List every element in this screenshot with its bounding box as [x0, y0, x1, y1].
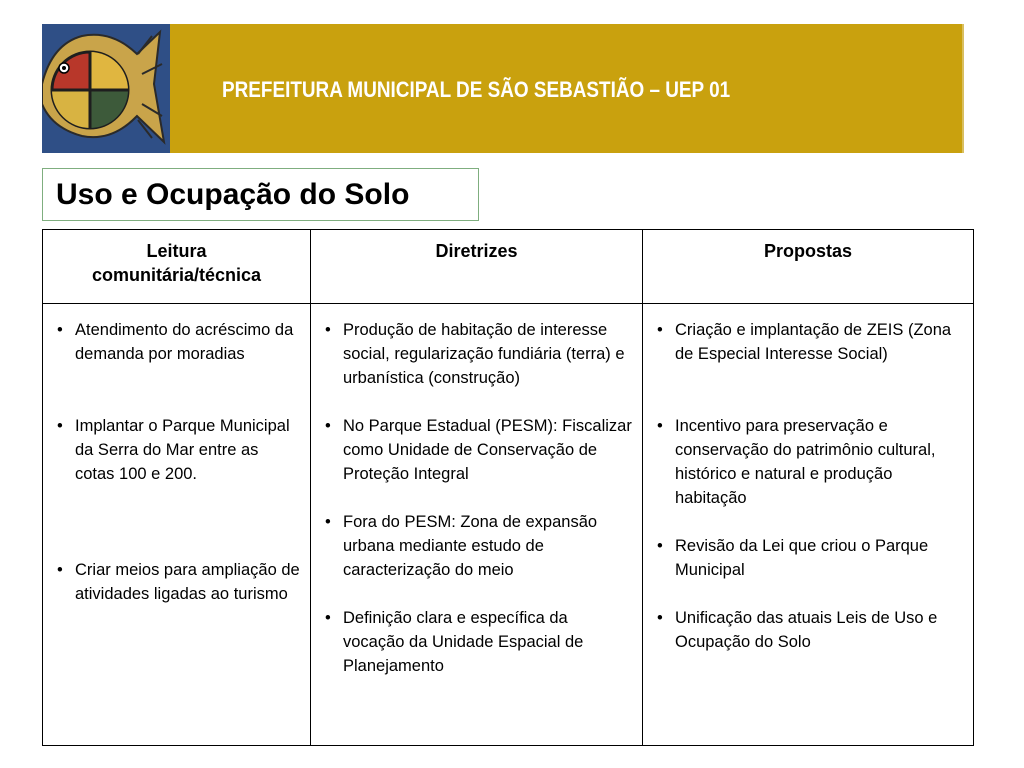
- list-item: • Revisão da Lei que criou o Parque Municipal: [657, 537, 929, 579]
- column-header-line: Leitura: [146, 241, 207, 261]
- column-header-line: comunitária/técnica: [91, 265, 262, 285]
- bullet-list: [311, 304, 642, 678]
- table-row: [43, 304, 974, 746]
- list-item: • Criação e implantação de ZEIS (Zona de Especial Interesse Social): [657, 321, 952, 363]
- column-header-line: Diretrizes: [435, 241, 518, 261]
- list-item: • No Parque Estadual (PESM): Fiscalizar como Unidade de Conservação de Proteção Integral: [325, 417, 632, 483]
- cell-diretrizes: [311, 304, 643, 746]
- bullet-list: [43, 304, 310, 606]
- column-header-leitura: [43, 230, 311, 304]
- bullet-list: [643, 304, 973, 654]
- fish-logo-icon: [42, 24, 170, 153]
- list-item: • Implantar o Parque Municipal da Serra do Mar entre as cotas 100 e 200.: [57, 417, 290, 483]
- list-item: • Atendimento do acréscimo da demanda por moradias: [57, 321, 294, 363]
- cell-leitura: [43, 304, 311, 746]
- column-header-diretrizes: [311, 230, 643, 304]
- list-item: • Incentivo para preservação e conservação do patrimônio cultural, histórico e natural e produção habitação: [657, 417, 936, 507]
- header-title: PREFEITURA MUNICIPAL DE SÃO SEBASTIÃO – UEP 01: [222, 77, 731, 102]
- content-table: [42, 229, 974, 746]
- header-banner: [42, 24, 964, 153]
- page-title: Uso e Ocupação do Solo: [56, 178, 410, 211]
- column-header-line: Propostas: [763, 241, 853, 261]
- list-item: • Fora do PESM: Zona de expansão urbana mediante estudo de caracterização do meio: [325, 513, 598, 579]
- table-header-row: [43, 230, 974, 304]
- list-item: • Criar meios para ampliação de atividades ligadas ao turismo: [57, 561, 300, 603]
- list-item: • Definição clara e específica da vocação da Unidade Espacial de Planejamento: [325, 609, 584, 675]
- cell-propostas: [643, 304, 974, 746]
- list-item: • Unificação das atuais Leis de Uso e Ocupação do Solo: [657, 609, 938, 651]
- list-item: • Produção de habitação de interesse social, regularização fundiária (terra) e urbanística (construção): [325, 321, 625, 387]
- section-title-box: [42, 168, 479, 221]
- column-header-propostas: [643, 230, 974, 304]
